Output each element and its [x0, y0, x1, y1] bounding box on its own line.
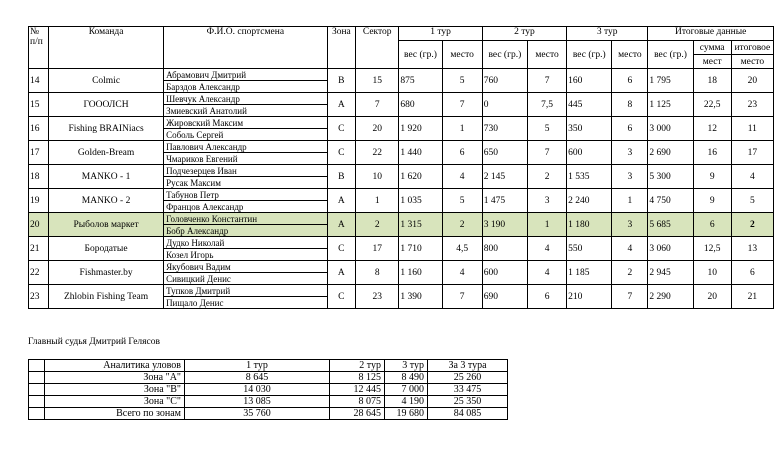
round3-place: 6 [612, 69, 648, 93]
round2-weight: 730 [482, 117, 527, 141]
round1-weight: 1 440 [399, 141, 442, 165]
analytics-zone-label: Всего по зонам [45, 408, 185, 420]
round2-weight: 760 [482, 69, 527, 93]
col-header-place: место [528, 41, 567, 69]
analytics-title: Аналитика уловов [45, 360, 185, 372]
total-weight: 3 000 [648, 117, 693, 141]
team-name: Бородатые [49, 237, 164, 261]
round2-weight: 600 [482, 261, 527, 285]
zone-cell: A [327, 93, 355, 117]
analytics-empty-cell [29, 396, 45, 408]
col-header-athlete: Ф.И.О. спортсмена [164, 27, 328, 69]
round3-place: 2 [612, 261, 648, 285]
analytics-col-round1: 1 тур [185, 360, 330, 372]
analytics-zone-label: Зона "С" [45, 396, 185, 408]
analytics-total-value: 33 475 [428, 384, 508, 396]
table-row [29, 69, 774, 81]
round1-place: 4 [442, 261, 482, 285]
analytics-round3-value: 7 000 [385, 384, 428, 396]
round2-place: 3 [528, 189, 567, 213]
sum-places: 18 [693, 69, 731, 93]
chief-judge: Главный судья Дмитрий Гелясов [28, 337, 160, 347]
round1-weight: 1 160 [399, 261, 442, 285]
table-row [29, 285, 774, 297]
total-weight: 3 060 [648, 237, 693, 261]
analytics-empty-cell [29, 372, 45, 384]
row-number: 20 [29, 213, 49, 237]
final-place: 5 [731, 189, 773, 213]
zone-cell: C [327, 285, 355, 309]
col-header-place: место [612, 41, 648, 69]
table-row [29, 213, 774, 225]
final-place: 21 [731, 285, 773, 309]
round2-place: 7,5 [528, 93, 567, 117]
table-row [29, 165, 774, 177]
athlete-name: Абрамович Дмитрий [164, 69, 328, 81]
analytics-round2-value: 12 445 [330, 384, 385, 396]
total-weight: 2 690 [648, 141, 693, 165]
round3-weight: 350 [567, 117, 612, 141]
row-number: 17 [29, 141, 49, 165]
athlete-name: Козел Игорь [164, 249, 328, 261]
row-number: 14 [29, 69, 49, 93]
round3-weight: 2 240 [567, 189, 612, 213]
team-name: MANKO - 1 [49, 165, 164, 189]
round3-weight: 210 [567, 285, 612, 309]
analytics-round2-value: 8 075 [330, 396, 385, 408]
zone-cell: B [327, 69, 355, 93]
round1-weight: 1 620 [399, 165, 442, 189]
analytics-row [29, 396, 508, 408]
zone-cell: C [327, 237, 355, 261]
sector-cell: 7 [356, 93, 399, 117]
round1-place: 4,5 [442, 237, 482, 261]
col-header-weight: вес (гр.) [482, 41, 527, 69]
round3-place: 6 [612, 117, 648, 141]
round1-place: 2 [442, 213, 482, 237]
round1-weight: 1 035 [399, 189, 442, 213]
table-row [29, 93, 774, 105]
athlete-name: Головченко Константин [164, 213, 328, 225]
team-name: Fishing BRAINiacs [49, 117, 164, 141]
sum-places: 16 [693, 141, 731, 165]
analytics-row [29, 408, 508, 420]
team-name: Colmic [49, 69, 164, 93]
round3-place: 3 [612, 213, 648, 237]
round3-weight: 160 [567, 69, 612, 93]
analytics-zone-label: Зона "А" [45, 372, 185, 384]
analytics-col-round3: 3 тур [385, 360, 428, 372]
round2-weight: 800 [482, 237, 527, 261]
total-weight: 1 795 [648, 69, 693, 93]
analytics-round1-value: 13 085 [185, 396, 330, 408]
analytics-col-round2: 2 тур [330, 360, 385, 372]
sector-cell: 23 [356, 285, 399, 309]
round1-place: 4 [442, 165, 482, 189]
sum-places: 9 [693, 189, 731, 213]
round2-place: 1 [528, 213, 567, 237]
table-row [29, 117, 774, 129]
round2-weight: 2 145 [482, 165, 527, 189]
total-weight: 2 945 [648, 261, 693, 285]
sector-cell: 8 [356, 261, 399, 285]
total-weight: 2 290 [648, 285, 693, 309]
final-place: 11 [731, 117, 773, 141]
athlete-name: Тупков Дмитрий [164, 285, 328, 297]
analytics-round3-value: 8 490 [385, 372, 428, 384]
analytics-row [29, 372, 508, 384]
col-header-no: № п/п [29, 27, 49, 69]
round2-weight: 650 [482, 141, 527, 165]
zone-cell: C [327, 141, 355, 165]
sector-cell: 2 [356, 213, 399, 237]
round3-weight: 1 180 [567, 213, 612, 237]
analytics-round3-value: 19 680 [385, 408, 428, 420]
col-header-round3: 3 тур [567, 27, 648, 41]
round2-place: 4 [528, 237, 567, 261]
col-header-round1: 1 тур [399, 27, 482, 41]
team-name: MANKO - 2 [49, 189, 164, 213]
analytics-empty-cell [29, 360, 45, 372]
sector-cell: 15 [356, 69, 399, 93]
results-table [28, 26, 774, 309]
analytics-empty-cell [29, 408, 45, 420]
analytics-total-value: 84 085 [428, 408, 508, 420]
athlete-name: Змиевский Анатолий [164, 105, 328, 117]
col-header-sum-places: сумма [693, 41, 731, 55]
round2-place: 2 [528, 165, 567, 189]
col-header-totals: Итоговые данные [648, 27, 774, 41]
zone-cell: B [327, 165, 355, 189]
analytics-row [29, 384, 508, 396]
table-row [29, 189, 774, 201]
athlete-name: Якубович Вадим [164, 261, 328, 273]
total-weight: 5 685 [648, 213, 693, 237]
athlete-name: Францов Александр [164, 201, 328, 213]
round2-place: 7 [528, 69, 567, 93]
sum-places: 9 [693, 165, 731, 189]
analytics-col-total: За 3 тура [428, 360, 508, 372]
athlete-name: Чмариков Евгений [164, 153, 328, 165]
analytics-round2-value: 28 645 [330, 408, 385, 420]
team-name: ГОООЛСН [49, 93, 164, 117]
total-weight: 5 300 [648, 165, 693, 189]
col-header-place: место [442, 41, 482, 69]
analytics-total-value: 25 350 [428, 396, 508, 408]
athlete-name: Русак Максим [164, 177, 328, 189]
sector-cell: 20 [356, 117, 399, 141]
round3-place: 3 [612, 165, 648, 189]
round1-weight: 1 710 [399, 237, 442, 261]
athlete-name: Бобр Александр [164, 225, 328, 237]
round1-place: 5 [442, 69, 482, 93]
athlete-name: Соболь Сергей [164, 129, 328, 141]
round2-weight: 1 475 [482, 189, 527, 213]
col-header-sector: Сектор [356, 27, 399, 69]
round2-place: 5 [528, 117, 567, 141]
sum-places: 12,5 [693, 237, 731, 261]
analytics-round3-value: 4 190 [385, 396, 428, 408]
col-header-final-place: итоговое [731, 41, 773, 55]
final-place: 4 [731, 165, 773, 189]
round3-place: 7 [612, 285, 648, 309]
table-row [29, 141, 774, 153]
round3-place: 1 [612, 189, 648, 213]
zone-cell: C [327, 117, 355, 141]
round2-place: 6 [528, 285, 567, 309]
analytics-empty-cell [29, 384, 45, 396]
col-header-weight: вес (гр.) [567, 41, 612, 69]
round1-place: 6 [442, 141, 482, 165]
athlete-name: Подчезерцев Иван [164, 165, 328, 177]
round2-place: 7 [528, 141, 567, 165]
analytics-round2-value: 8 125 [330, 372, 385, 384]
sector-cell: 17 [356, 237, 399, 261]
analytics-total-value: 25 260 [428, 372, 508, 384]
sum-places: 12 [693, 117, 731, 141]
athlete-name: Жировский Максим [164, 117, 328, 129]
round1-place: 1 [442, 117, 482, 141]
analytics-round1-value: 35 760 [185, 408, 330, 420]
final-place: 17 [731, 141, 773, 165]
table-row [29, 237, 774, 249]
athlete-name: Павлович Александр [164, 141, 328, 153]
round1-weight: 1 315 [399, 213, 442, 237]
final-place: 2 [731, 213, 773, 237]
round1-place: 7 [442, 285, 482, 309]
round2-place: 4 [528, 261, 567, 285]
round1-weight: 875 [399, 69, 442, 93]
row-number: 21 [29, 237, 49, 261]
team-name: Golden-Bream [49, 141, 164, 165]
row-number: 18 [29, 165, 49, 189]
zone-cell: A [327, 261, 355, 285]
row-number: 23 [29, 285, 49, 309]
round2-weight: 690 [482, 285, 527, 309]
sector-cell: 22 [356, 141, 399, 165]
zone-cell: A [327, 213, 355, 237]
sum-places: 6 [693, 213, 731, 237]
row-number: 16 [29, 117, 49, 141]
round3-weight: 550 [567, 237, 612, 261]
athlete-name: Барздов Александр [164, 81, 328, 93]
final-place: 20 [731, 69, 773, 93]
sector-cell: 10 [356, 165, 399, 189]
round2-weight: 0 [482, 93, 527, 117]
round1-place: 7 [442, 93, 482, 117]
round1-weight: 1 390 [399, 285, 442, 309]
round3-weight: 1 535 [567, 165, 612, 189]
final-place: 6 [731, 261, 773, 285]
athlete-name: Дудко Николай [164, 237, 328, 249]
round3-weight: 445 [567, 93, 612, 117]
final-place: 13 [731, 237, 773, 261]
round1-place: 5 [442, 189, 482, 213]
round3-weight: 1 185 [567, 261, 612, 285]
round1-weight: 1 920 [399, 117, 442, 141]
analytics-round1-value: 8 645 [185, 372, 330, 384]
sector-cell: 1 [356, 189, 399, 213]
team-name: Zhlobin Fishing Team [49, 285, 164, 309]
zone-cell: A [327, 189, 355, 213]
total-weight: 4 750 [648, 189, 693, 213]
team-name: Fishmaster.by [49, 261, 164, 285]
analytics-zone-label: Зона "В" [45, 384, 185, 396]
row-number: 22 [29, 261, 49, 285]
table-row [29, 261, 774, 273]
round1-weight: 680 [399, 93, 442, 117]
round3-place: 8 [612, 93, 648, 117]
col-header-zone: Зона [327, 27, 355, 69]
athlete-name: Табунов Петр [164, 189, 328, 201]
sum-places: 10 [693, 261, 731, 285]
row-number: 19 [29, 189, 49, 213]
total-weight: 1 125 [648, 93, 693, 117]
row-number: 15 [29, 93, 49, 117]
athlete-name: Сивицкий Денис [164, 273, 328, 285]
round3-weight: 600 [567, 141, 612, 165]
analytics-round1-value: 14 030 [185, 384, 330, 396]
round3-place: 4 [612, 237, 648, 261]
col-header-weight: вес (гр.) [648, 41, 693, 69]
athlete-name: Пищало Денис [164, 297, 328, 309]
col-header-weight: вес (гр.) [399, 41, 442, 69]
round3-place: 3 [612, 141, 648, 165]
col-header-final-place-2: место [731, 55, 773, 69]
col-header-team: Команда [49, 27, 164, 69]
col-header-sum-places-2: мест [693, 55, 731, 69]
sum-places: 20 [693, 285, 731, 309]
col-header-round2: 2 тур [482, 27, 566, 41]
sum-places: 22,5 [693, 93, 731, 117]
final-place: 23 [731, 93, 773, 117]
catch-analytics-table [28, 359, 508, 420]
team-name: Рыболов маркет [49, 213, 164, 237]
athlete-name: Шевчук Александр [164, 93, 328, 105]
round2-weight: 3 190 [482, 213, 527, 237]
